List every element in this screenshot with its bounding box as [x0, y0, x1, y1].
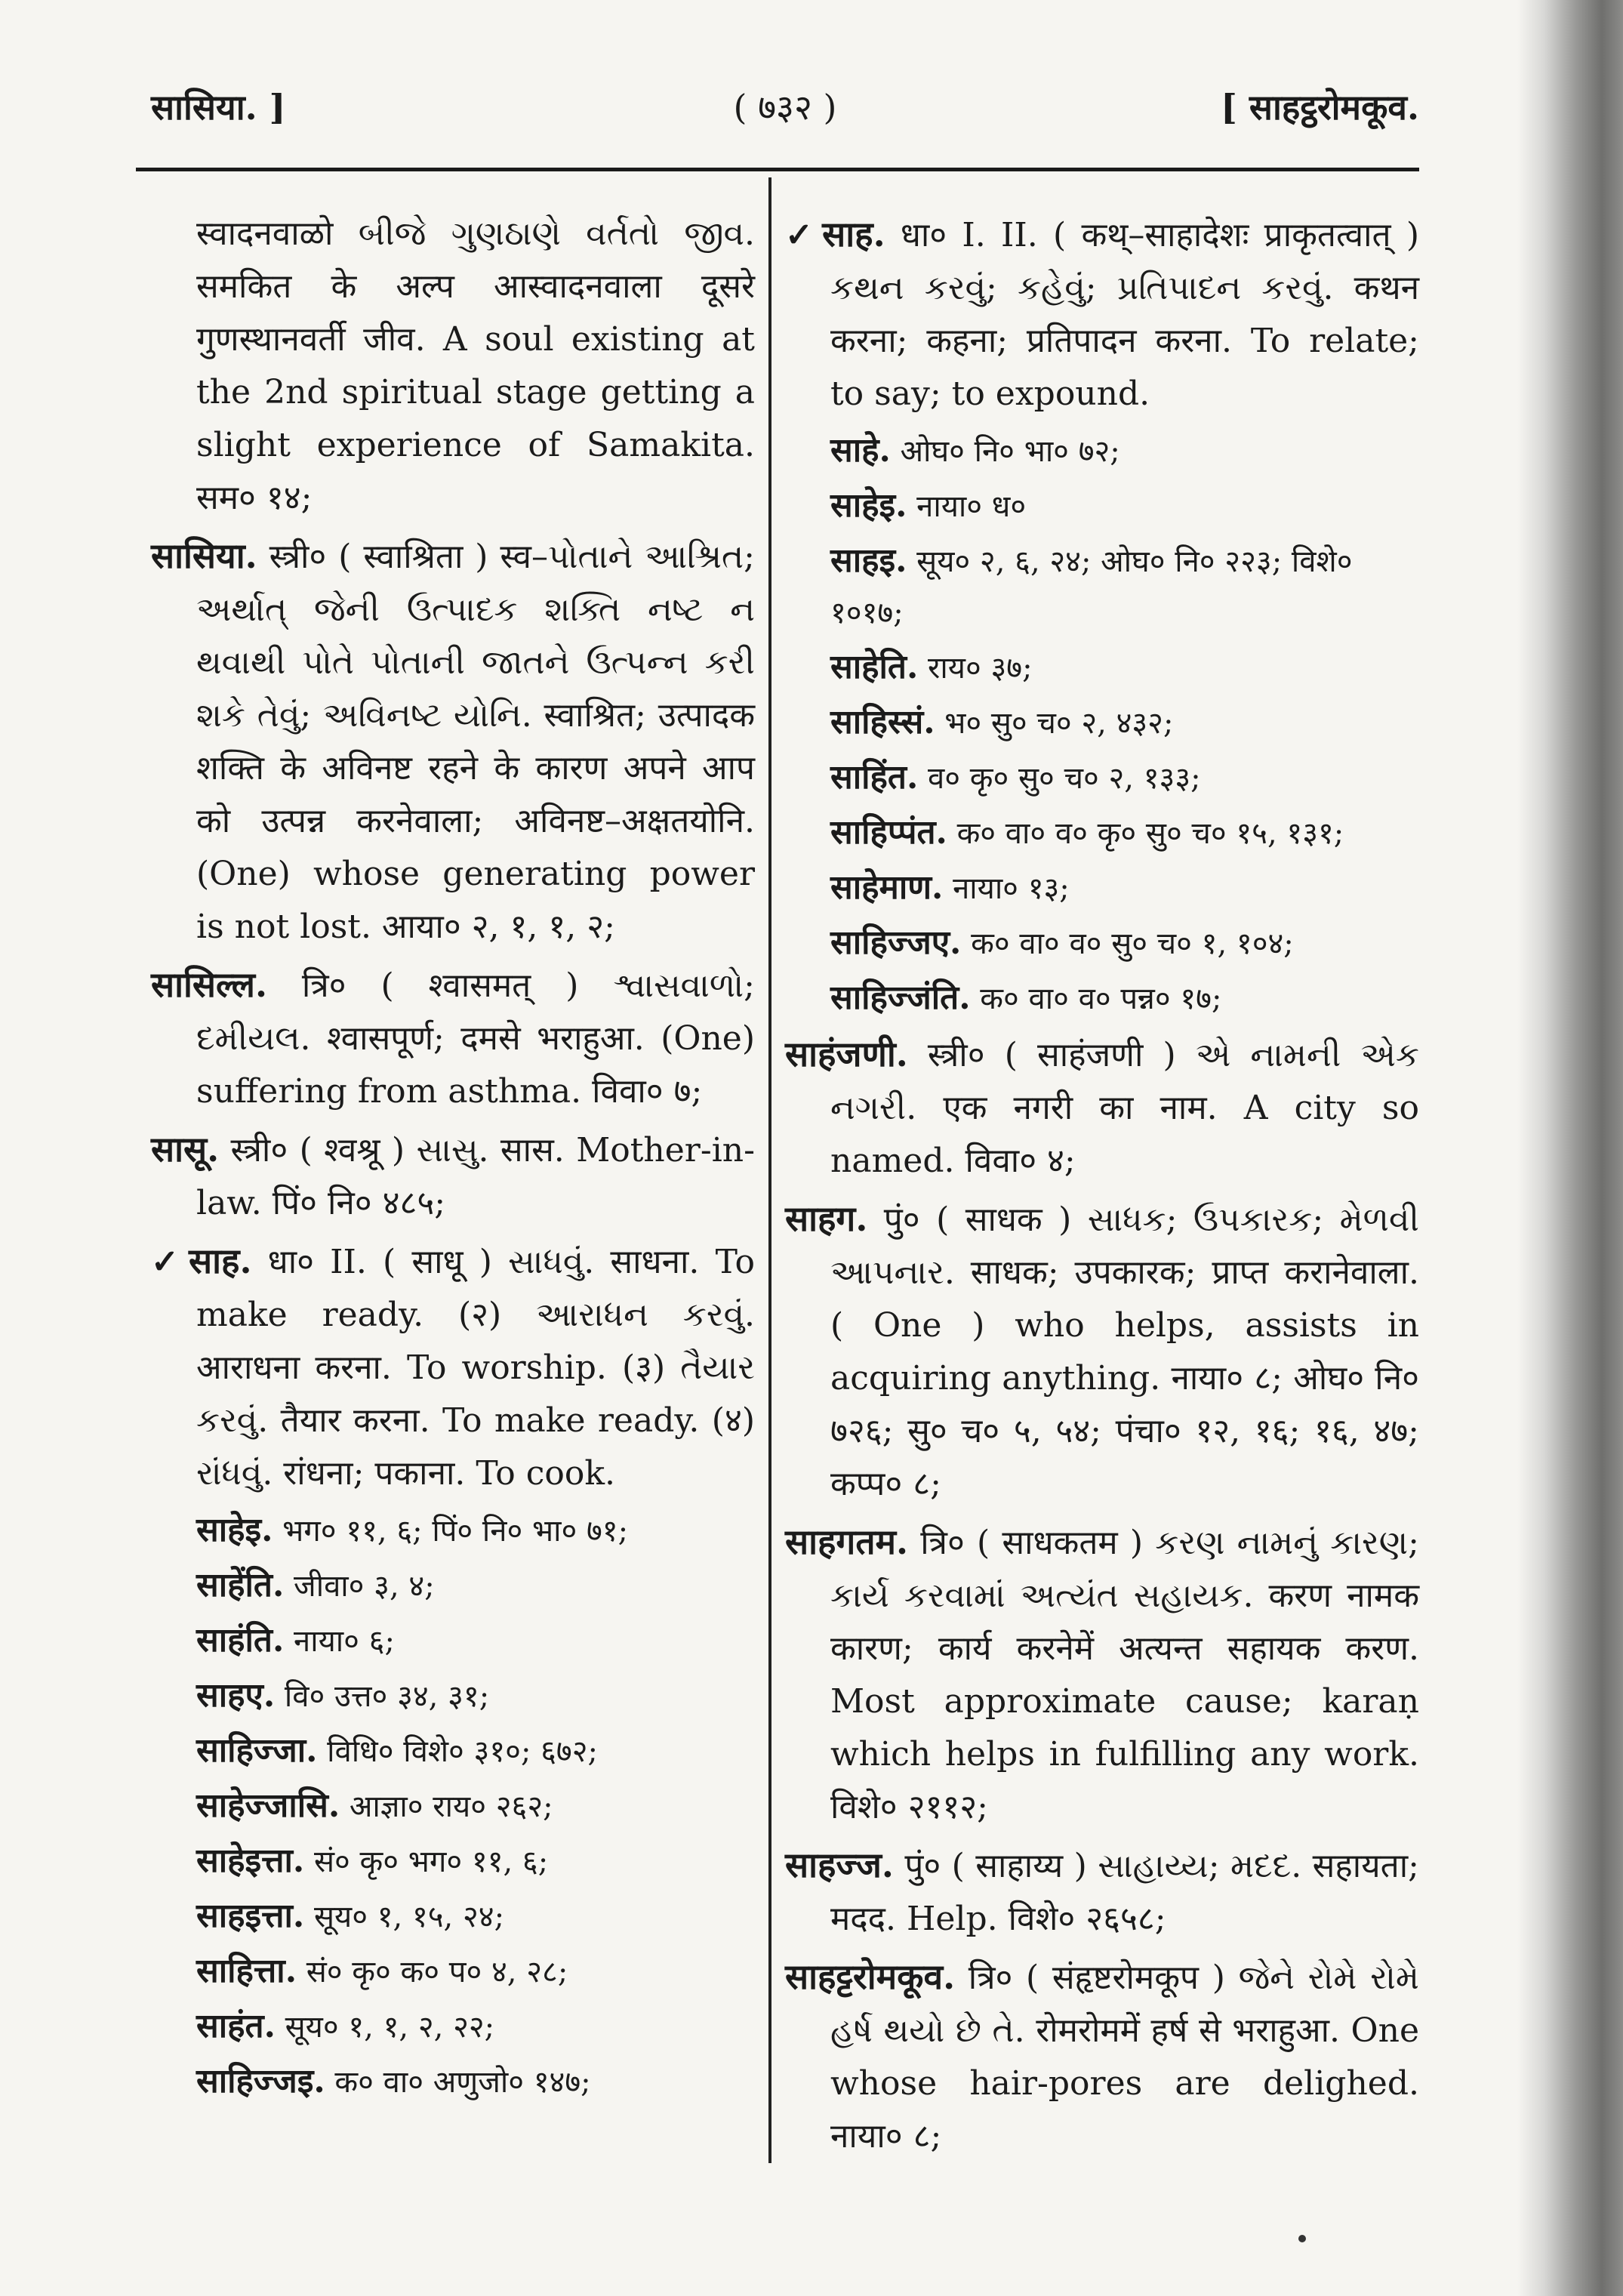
- sub-headword: साहेइत्ता.: [196, 1841, 305, 1880]
- sub-form: [151, 1946, 755, 1998]
- left-column: [151, 208, 755, 2111]
- sub-form: [151, 1891, 755, 1943]
- sub-reference: वि० उत्त० ३४, ३१;: [284, 1679, 490, 1714]
- entry-headword: सासिल्ल.: [151, 964, 267, 1005]
- sub-form: [785, 807, 1419, 859]
- page-number: ( ७३२ ): [733, 87, 837, 128]
- header-right-word: [ साहट्ठरोमकूव.: [1221, 87, 1419, 128]
- entry-headword: साहग.: [785, 1198, 868, 1239]
- sub-form: [151, 1780, 755, 1832]
- sub-reference: भ० सु० च० २, ४३२;: [944, 706, 1174, 741]
- sub-headword: साहित्ता.: [196, 1952, 297, 1990]
- sub-reference: क० वा० व० पन्न० १७;: [980, 982, 1222, 1016]
- entry-headword: साह.: [189, 1240, 252, 1281]
- sub-reference: सं० कृ० क० प० ४, २८;: [306, 1955, 568, 1989]
- entry-headword: साहगतम.: [785, 1521, 909, 1562]
- entry-body: धा० I. II. ( कथ्–साहादेशः प्राकृतत्वात् ) કથન કરવું; કહેવું; પ્રતિપાદન કરવું. कथन करना; कहना; प्रतिपादन करना. To relate; to say; to expound.: [830, 216, 1419, 413]
- sub-reference: व० कृ० सु० च० २, १३३;: [928, 761, 1201, 796]
- entry-body: स्त्री० ( साहंजणी ) એ નામની એક નગરી. एक नगरी का नाम. A city so named. विवा० ४;: [830, 1036, 1419, 1180]
- dictionary-entry: [785, 1838, 1419, 1946]
- sub-headword: साहंति.: [196, 1621, 285, 1660]
- page-edge-shadow: [1517, 0, 1623, 2296]
- sub-headword: साहेंति.: [196, 1566, 285, 1604]
- sub-reference: सूय० १, १५, २४;: [313, 1900, 505, 1934]
- sub-form: [785, 642, 1419, 694]
- sub-headword: साहिंत.: [830, 758, 919, 797]
- sub-form: [785, 972, 1419, 1025]
- sub-headword: साहेमाण.: [830, 868, 944, 907]
- entry-headword: साह.: [822, 214, 885, 254]
- sub-headword: साहए.: [196, 1676, 276, 1715]
- sub-form: [151, 1835, 755, 1888]
- entry-body: धा० II. ( साधू ) સાધવું. साधना. To make ready. (२) આરાધન કરવું. आराधना करना. To worship. (३) તૈયાર કરવું. तैयार करना. To make ready. (४) રાંધવું. रांधना; पकाना. To cook.: [196, 1243, 755, 1493]
- sub-headword: साहिस्सं.: [830, 703, 935, 741]
- sub-form: [151, 2056, 755, 2108]
- dictionary-entry: [151, 529, 755, 954]
- page-header: [151, 76, 1419, 136]
- dictionary-entry: [151, 958, 755, 1118]
- sub-form: [151, 1505, 755, 1557]
- sub-reference: जीवा० ३, ४;: [294, 1569, 435, 1604]
- sub-reference: सूय० १, १, २, २२;: [285, 2010, 495, 2045]
- sub-reference: भग० ११, ६; पिं० नि० भा० ७१;: [282, 1514, 629, 1549]
- sub-form: [785, 480, 1419, 532]
- entry-body: स्त्री० ( श्वश्रू ) સાસુ. सास. Mother-in-law. पिं० नि० ४८५;: [196, 1131, 755, 1222]
- sub-reference: सूय० २, ६, २४; ओघ० नि० २२३; विशे० १०१७;: [830, 544, 1353, 630]
- entry-body: त्रि० ( श्वासमत् ) શ્વાસવાળો; દમીયલ. श्वासपूर्ण; दमसे भराहुआ. (One) suffering from asthma. विवा० ७;: [196, 966, 755, 1111]
- sub-reference: ओघ० नि० भा० ७२;: [900, 434, 1120, 469]
- dictionary-entry: [785, 1950, 1419, 2163]
- header-rule: [136, 168, 1419, 171]
- sub-reference: क० वा० व० कृ० सु० च० १५, १३१;: [956, 816, 1344, 851]
- sub-reference: सं० कृ० भग० ११, ६;: [313, 1845, 549, 1879]
- header-left-word: सासिया. ]: [151, 87, 286, 128]
- sub-headword: साहे.: [830, 431, 891, 470]
- entry-body: त्रि० ( साधकतम ) કરણ નામનું કારણ; કાર્ય કરવામાં અત્યંત સહાયક. करण नामक कारण; कार्य करनेमें अत्यन्त सहायक करण. Most approximate cause; karaṇ which helps in fulfilling any work. विशे० २११२;: [830, 1524, 1419, 1826]
- sub-form: [151, 1615, 755, 1667]
- sub-headword: साहिप्पंत.: [830, 813, 947, 852]
- column-divider: [768, 177, 771, 2163]
- sub-headword: साहइ.: [830, 541, 907, 580]
- sub-reference: क० वा० व० सु० च० १, १०४;: [971, 926, 1294, 961]
- sub-form: [785, 697, 1419, 749]
- continuation-text: स्वादनवाळो બીજે ગુણઠાણે વર્તતો જીવ. समकित के अल्प आस्वादनवाला दूसरे गुणस्थानवर्ती जीव. A soul existing at the 2nd spiritual stage getting a slight experience of Samakita. सम० १४;: [196, 214, 755, 517]
- sub-reference: क० वा० अणुजो० १४७;: [334, 2065, 591, 2100]
- entry-body: स्त्री० ( स्वाश्रिता ) स्व–પોતાને આશ્રિત; અર્થાત્ જેની ઉત્પાદક શક્તિ નષ્ટ ન થવાથી પોતે પોતાની જાતને ઉત્પન્ન કરી શકે તેવું; અવિનષ્ટ યોનિ. स्वाश्रित; उत्पादक शक्ति के अविनष्ट रहने के कारण अपने आप को उत्पन्न करनेवाला; अविनष्ट–अक्षतयोनि. (One) whose generating power is not lost. आया० २, १, १, २;: [196, 538, 755, 946]
- entry-body: पुं० ( साहाय्य ) સાહાય્ય; મદદ. सहायता; मदद. Help. विशे० २६५८;: [830, 1847, 1419, 1938]
- dictionary-entry: [785, 1192, 1419, 1511]
- sub-form: [151, 1560, 755, 1612]
- checkmark-icon: ✓: [785, 216, 818, 254]
- sub-reference: नाया० १३;: [953, 871, 1070, 906]
- sub-reference: विधि० विशे० ३१०; ६७२;: [327, 1734, 599, 1769]
- sub-headword: साहिज्जए.: [830, 923, 962, 962]
- sub-form: [785, 535, 1419, 639]
- right-column: [785, 208, 1419, 2168]
- sub-headword: साहेइ.: [196, 1511, 273, 1549]
- sub-form: [151, 2001, 755, 2053]
- checkmark-icon: ✓: [151, 1243, 185, 1281]
- sub-headword: साहिज्जइ.: [196, 2062, 325, 2100]
- sub-reference: नाया० ६;: [294, 1624, 395, 1659]
- dictionary-entry: [785, 1028, 1419, 1188]
- dictionary-entry: [151, 1234, 755, 1500]
- entry-headword: साहट्टरोमकूव.: [785, 1956, 956, 1997]
- sub-reference: राय० ३७;: [928, 651, 1033, 686]
- entry-headword: सासिया.: [151, 535, 257, 576]
- sub-form: [785, 752, 1419, 804]
- entry-headword: साहज्ज.: [785, 1845, 894, 1885]
- sub-headword: साहइत्ता.: [196, 1897, 305, 1935]
- sub-form: [785, 862, 1419, 914]
- entry-headword: सासू.: [151, 1129, 220, 1170]
- sub-form: [785, 917, 1419, 969]
- sub-headword: साहेज्जासि.: [196, 1786, 340, 1825]
- sub-headword: साहेति.: [830, 648, 919, 686]
- dictionary-entry: [785, 208, 1419, 421]
- ink-speck: [1298, 2235, 1306, 2242]
- sub-reference: नाया० ध०: [916, 489, 1027, 524]
- sub-headword: साहंत.: [196, 2007, 276, 2045]
- entry-body: पुं० ( साधक ) સાધક; ઉપકારક; મેળવી આપનાર. साधक; उपकारक; प्राप्त करानेवाला. ( One ) who helps, assists in acquiring anything. नाया० ८; ओघ० नि० ७२६; सु० च० ५, ५४; पंचा० १२, १६; १६, ४७; कप्प० ८;: [830, 1200, 1419, 1503]
- entry-body: त्रि० ( संहृष्टरोमकूप ) જેને રોમે રોમે હર્ષ થયો છે તે. रोमरोममें हर्ष से भराहुआ. One whose hair-pores are delighed. नाया० ८;: [830, 1959, 1419, 2156]
- sub-headword: साहिज्जा.: [196, 1731, 318, 1770]
- sub-headword: साहिज्जंति.: [830, 978, 971, 1017]
- sub-headword: साहेइ.: [830, 486, 907, 525]
- dictionary-entry: [151, 1123, 755, 1230]
- dictionary-entry: [785, 1515, 1419, 1834]
- sub-reference: आज्ञा० राय० २६२;: [349, 1789, 553, 1824]
- entry-headword: साहंजणी.: [785, 1034, 908, 1074]
- sub-form: [151, 1670, 755, 1722]
- sub-form: [785, 425, 1419, 477]
- sub-form: [151, 1725, 755, 1777]
